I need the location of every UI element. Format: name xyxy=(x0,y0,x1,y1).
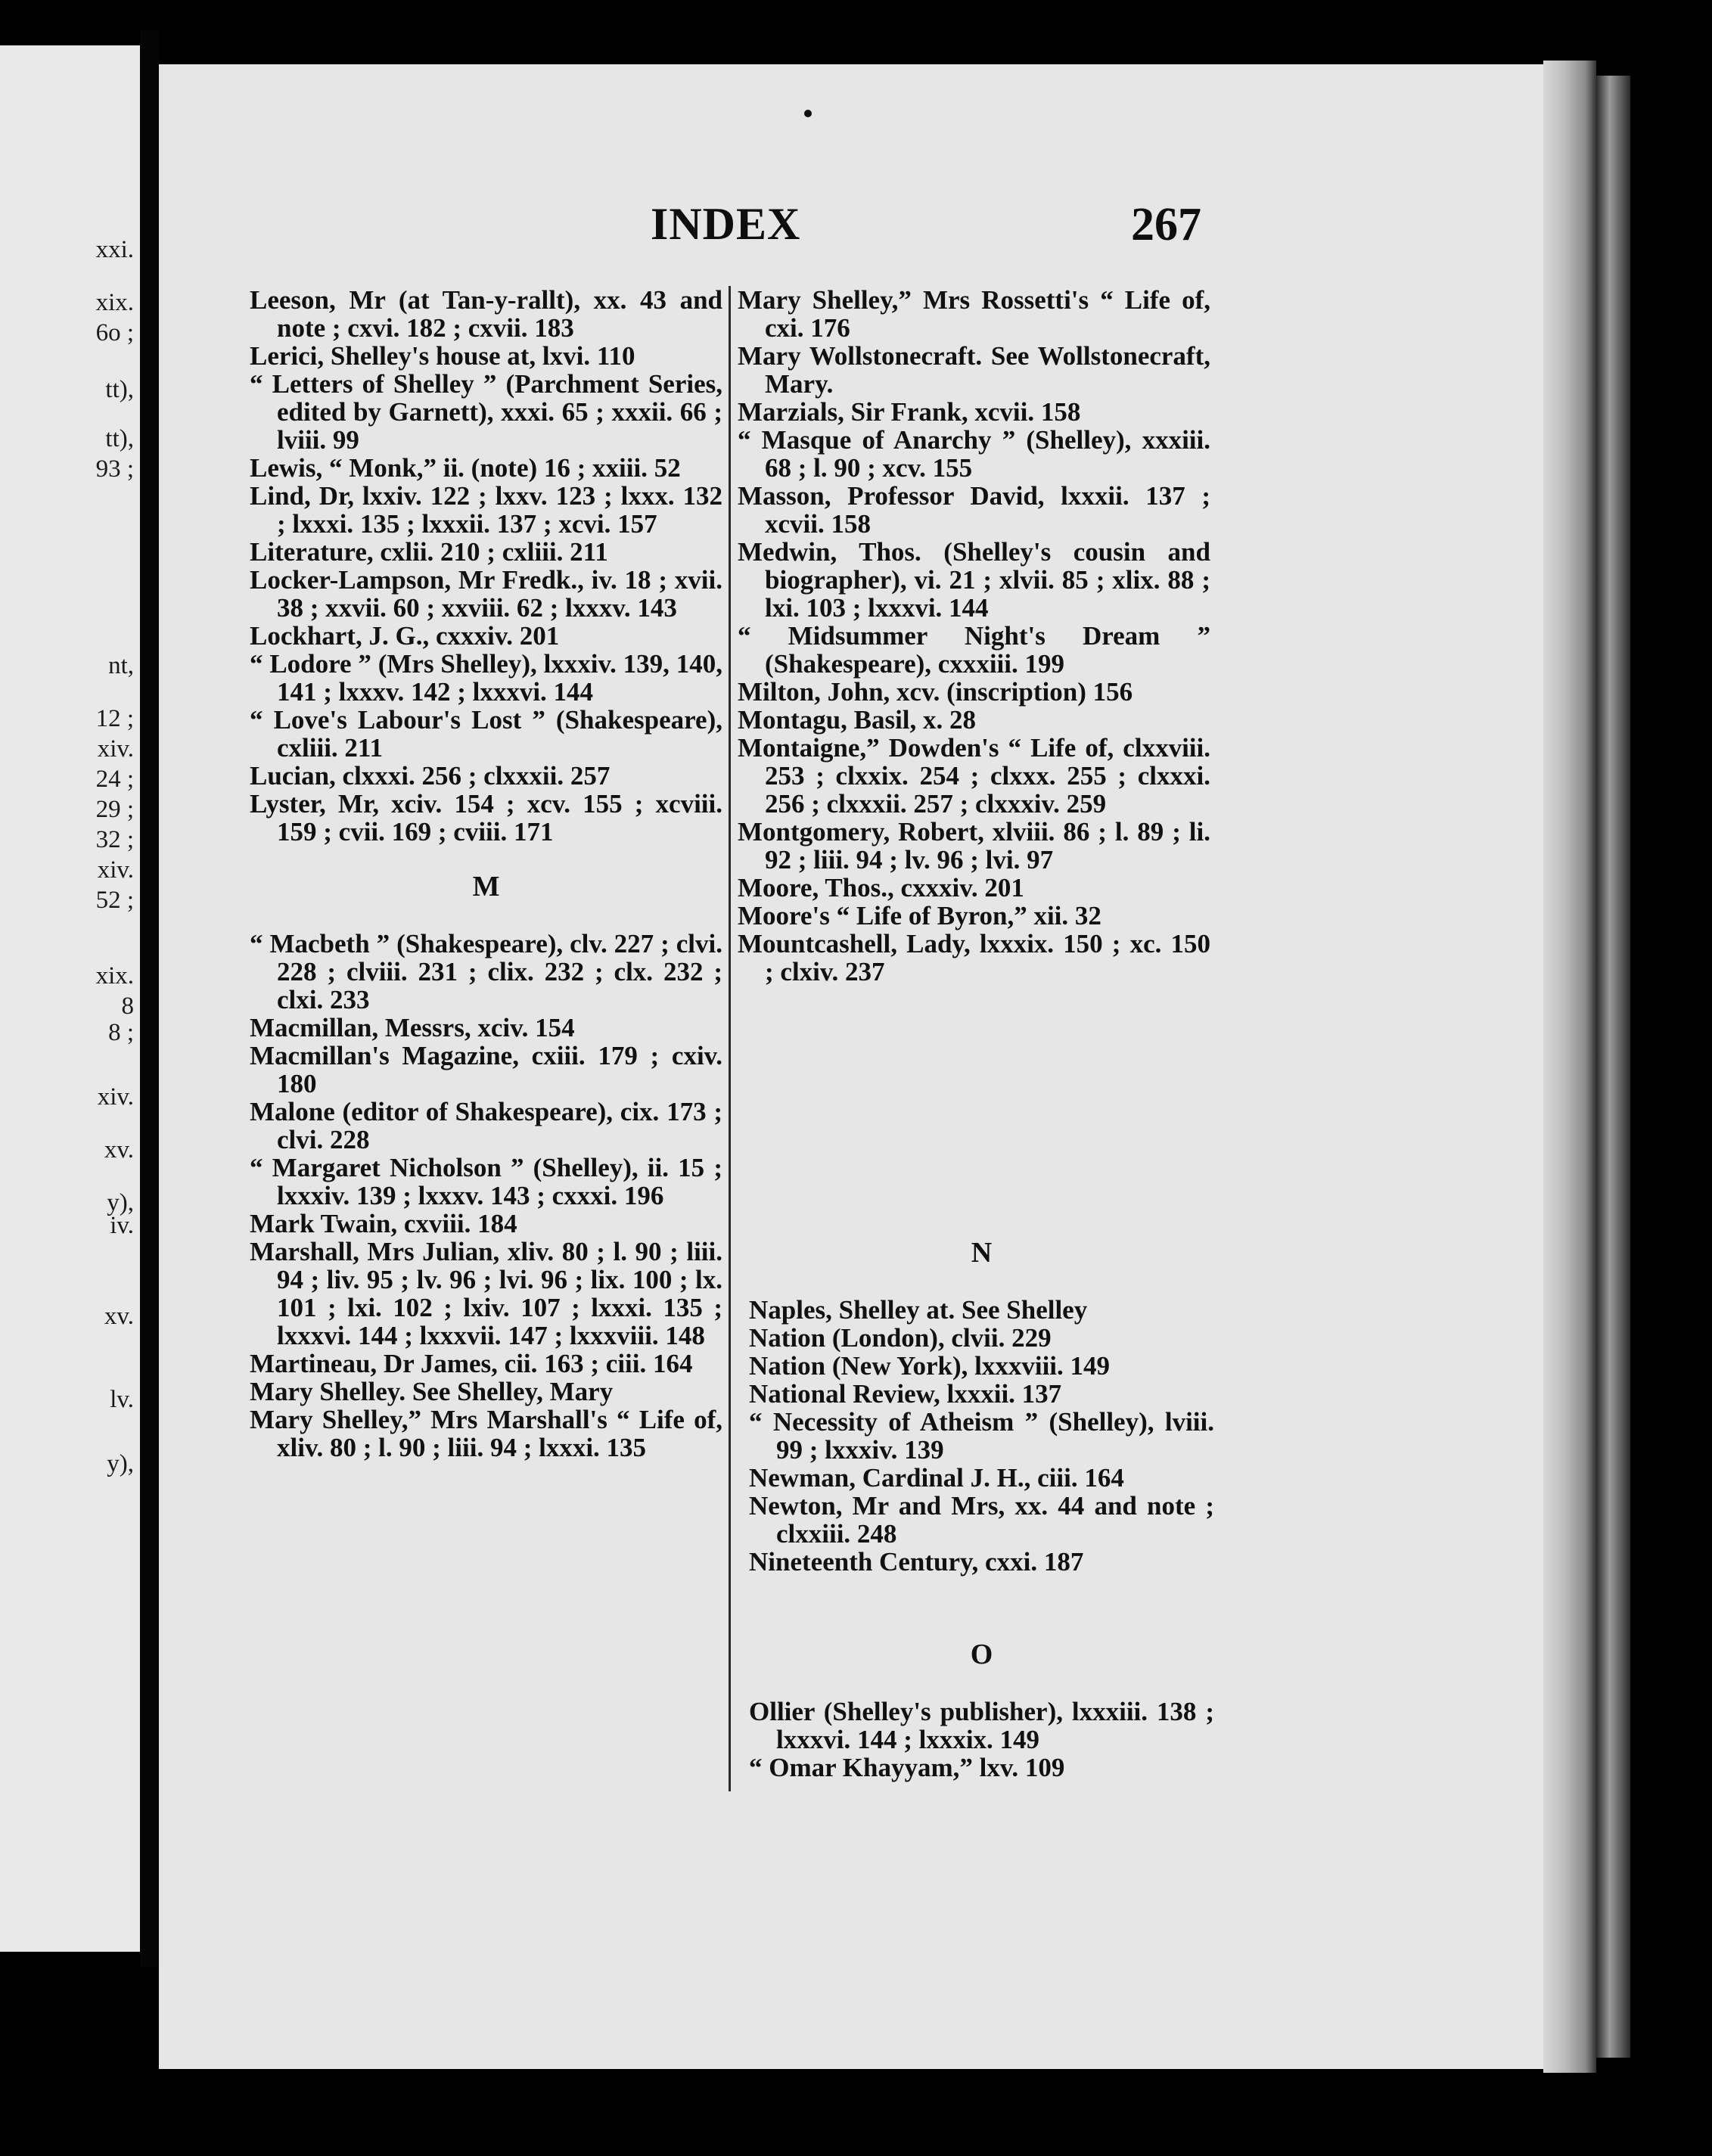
left-page-text-fragment: 8 ; xyxy=(108,1019,134,1046)
index-entry: Mark Twain, cxviii. 184 xyxy=(250,1209,517,1238)
index-entry: Milton, John, xcv. (inscription) 156 xyxy=(738,677,1133,707)
index-entry: “ Margaret Nicholson ” (Shelley), ii. 15 ; lxxxiv. 139 ; lxxxv. 143 ; cxxxi. 196 xyxy=(250,1153,722,1210)
index-entry: Naples, Shelley at. See Shelley xyxy=(749,1295,1088,1325)
m-entries xyxy=(250,930,722,1462)
index-entry: Mary Shelley,” Mrs Rossetti's “ Life of, cxi. 176 xyxy=(738,285,1210,343)
index-entry: Lind, Dr, lxxiv. 122 ; lxxv. 123 ; lxxx. 132 ; lxxxi. 135 ; lxxxii. 137 ; xcvi. 157 xyxy=(250,481,722,539)
index-entry: Medwin, Thos. (Shelley's cousin and biographer), vi. 21 ; xlvii. 85 ; xlix. 88 ; lxi. 103 ; lxxxvi. 144 xyxy=(738,537,1210,623)
index-entry: Masson, Professor David, lxxxii. 137 ; xcvii. 158 xyxy=(738,481,1210,539)
index-entry: Marzials, Sir Frank, xcvii. 158 xyxy=(738,397,1081,427)
left-page-text-fragment: 52 ; xyxy=(95,887,134,914)
left-page-text-fragment: tt), xyxy=(105,376,134,403)
left-page-text-fragment: xv. xyxy=(104,1303,134,1330)
index-entry: “ Midsummer Night's Dream ” (Shakespeare), cxxxiii. 199 xyxy=(738,621,1210,679)
index-entry: “ Lodore ” (Mrs Shelley), lxxxiv. 139, 140, 141 ; lxxxv. 142 ; lxxxvi. 144 xyxy=(250,649,722,707)
left-page-text-fragment: y), xyxy=(107,1450,134,1477)
index-entry: National Review, lxxxii. 137 xyxy=(749,1379,1062,1409)
left-page-text-fragment: y), xyxy=(107,1189,134,1216)
index-entry: Moore, Thos., cxxxiv. 201 xyxy=(738,873,1024,902)
section-letter-o: O xyxy=(970,1639,993,1670)
left-page-text-fragment: 32 ; xyxy=(95,826,134,853)
index-entry: Newman, Cardinal J. H., ciii. 164 xyxy=(749,1463,1124,1493)
left-page-text-fragment: xiv. xyxy=(97,735,134,763)
left-page-text-fragment: xxi. xyxy=(95,236,134,263)
index-entry: Mary Wollstonecraft. See Wollstonecraft, Mary. xyxy=(738,341,1210,399)
page-title: INDEX xyxy=(651,199,801,249)
section-letter-n: N xyxy=(971,1237,993,1269)
left-page-text-fragment: xix. xyxy=(95,962,134,989)
page-number: 267 xyxy=(1131,199,1201,250)
index-entry: Mary Shelley. See Shelley, Mary xyxy=(250,1377,614,1406)
n-entries xyxy=(749,1296,1214,1576)
column-divider xyxy=(729,286,731,1791)
left-page-text-fragment: 93 ; xyxy=(95,455,134,483)
index-entry: Nineteenth Century, cxxi. 187 xyxy=(749,1547,1084,1577)
page-right-edge xyxy=(1596,76,1630,2058)
m-entries-continued xyxy=(738,286,1210,986)
index-entry: “ Masque of Anarchy ” (Shelley), xxxiii. 68 ; l. 90 ; xcv. 155 xyxy=(738,425,1210,483)
index-entry: Nation (New York), lxxxviii. 149 xyxy=(749,1351,1111,1381)
index-entry: Lyster, Mr, xciv. 154 ; xcv. 155 ; xcviii. 159 ; cvii. 169 ; cviii. 171 xyxy=(250,789,722,847)
l-entries xyxy=(250,286,722,846)
index-entry: Lewis, “ Monk,” ii. (note) 16 ; xxiii. 52 xyxy=(250,453,681,483)
index-column-right xyxy=(738,286,1210,986)
left-page-text-fragment: xiv. xyxy=(97,856,134,884)
page-right-shadow xyxy=(1543,61,1596,2073)
index-entry: Leeson, Mr (at Tan-y-rallt), xx. 43 and note ; cxvi. 182 ; cxvii. 183 xyxy=(250,285,722,343)
index-entry: “ Necessity of Atheism ” (Shelley), lviii. 99 ; lxxxiv. 139 xyxy=(749,1407,1214,1465)
index-entry: Malone (editor of Shakespeare), cix. 173 ; clvi. 228 xyxy=(250,1097,722,1154)
left-page-text-fragment: xv. xyxy=(104,1136,134,1163)
left-page-text-fragment: 29 ; xyxy=(95,796,134,823)
book-gutter xyxy=(140,30,159,1967)
index-entry: Macmillan's Magazine, cxiii. 179 ; cxiv. 180 xyxy=(250,1041,722,1098)
index-entry: Lerici, Shelley's house at, lxvi. 110 xyxy=(250,341,635,371)
index-entry: Mountcashell, Lady, lxxxix. 150 ; xc. 150 ; clxiv. 237 xyxy=(738,929,1210,986)
index-entry: Martineau, Dr James, cii. 163 ; ciii. 164 xyxy=(250,1349,693,1378)
left-page-text-fragment: xiv. xyxy=(97,1083,134,1111)
index-entry: “ Macbeth ” (Shakespeare), clv. 227 ; clvi. 228 ; clviii. 231 ; clix. 232 ; clx. 232 ; clxi. 233 xyxy=(250,929,722,1014)
left-page-text-fragment: 24 ; xyxy=(95,766,134,793)
index-entry: Lucian, clxxxi. 256 ; clxxxii. 257 xyxy=(250,761,611,791)
index-entry: Montagu, Basil, x. 28 xyxy=(738,705,977,735)
index-entry: Literature, cxlii. 210 ; cxliii. 211 xyxy=(250,537,608,567)
index-entry: “ Letters of Shelley ” (Parchment Series, edited by Garnett), xxxi. 65 ; xxxii. 66 ; lviii. 99 xyxy=(250,369,722,455)
left-page-text-fragment: lv. xyxy=(110,1386,134,1413)
index-entry: Macmillan, Messrs, xciv. 154 xyxy=(250,1013,575,1042)
index-entry: Ollier (Shelley's publisher), lxxxiii. 138 ; lxxxvi. 144 ; lxxxix. 149 xyxy=(749,1697,1214,1754)
left-page-text-fragment: 8 xyxy=(121,993,134,1020)
index-entry: Locker-Lampson, Mr Fredk., iv. 18 ; xvii. 38 ; xxvii. 60 ; xxviii. 62 ; lxxxv. 143 xyxy=(250,565,722,623)
index-entry: Nation (London), clvii. 229 xyxy=(749,1323,1052,1353)
left-page-text-fragment: nt, xyxy=(108,652,134,679)
index-entry: Lockhart, J. G., cxxxiv. 201 xyxy=(250,621,560,651)
index-entry: Marshall, Mrs Julian, xliv. 80 ; l. 90 ; liii. 94 ; liv. 95 ; lv. 96 ; lvi. 96 ; lix. 100 ; lx. 101 ; lxi. 102 ; lxiv. 107 ; lxxxi. 135 ; lxxxvi. 144 ; lxxxvii. 147 ; lxxxviii. 148 xyxy=(250,1237,722,1350)
left-page-text-fragment: 12 ; xyxy=(95,705,134,732)
index-entry: Moore's “ Life of Byron,” xii. 32 xyxy=(738,901,1101,930)
section-letter-m: M xyxy=(472,871,500,902)
index-entry: Newton, Mr and Mrs, xx. 44 and note ; clxxiii. 248 xyxy=(749,1491,1214,1549)
left-page-text-fragment: iv. xyxy=(110,1212,134,1239)
left-page-text-fragment: tt), xyxy=(105,425,134,452)
left-page-text-fragment: xix. xyxy=(95,289,134,316)
index-column-left xyxy=(250,286,722,1462)
index-entry: Montgomery, Robert, xlviii. 86 ; l. 89 ; li. 92 ; liii. 94 ; lv. 96 ; lvi. 97 xyxy=(738,817,1210,875)
left-page-edge xyxy=(0,45,140,1952)
index-entry: Mary Shelley,” Mrs Marshall's “ Life of, xliv. 80 ; l. 90 ; liii. 94 ; lxxxi. 135 xyxy=(250,1405,722,1462)
o-entries xyxy=(749,1698,1214,1782)
left-page-text-fragment: 6o ; xyxy=(95,319,134,346)
index-column-right-n-o xyxy=(749,1239,1214,1782)
index-entry: Montaigne,” Dowden's “ Life of, clxxviii. 253 ; clxxix. 254 ; clxxx. 255 ; clxxxi. 256 ; clxxxii. 257 ; clxxxiv. 259 xyxy=(738,733,1210,819)
page-dot-mark xyxy=(804,110,812,117)
index-entry: “ Love's Labour's Lost ” (Shakespeare), cxliii. 211 xyxy=(250,705,722,763)
index-entry: “ Omar Khayyam,” lxv. 109 xyxy=(749,1753,1065,1782)
